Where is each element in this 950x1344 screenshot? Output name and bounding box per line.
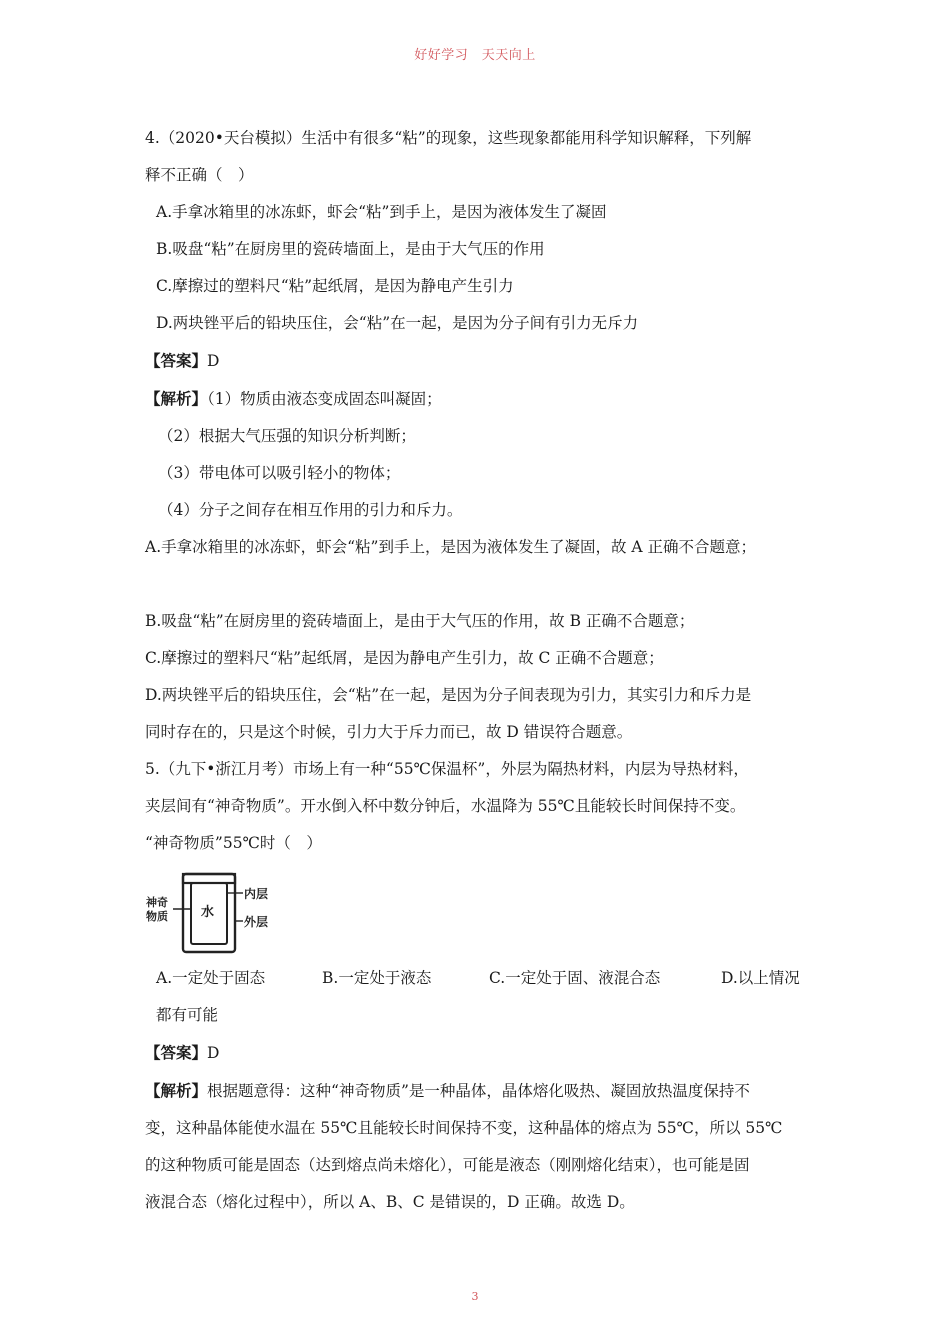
q4-analysis-first: （1）物质由液态变成固态叫凝固； [207,390,442,408]
page-number: 3 [471,1290,479,1303]
q4-analysis-label: 【解析】 [145,389,208,408]
q4-option-a: A.手拿冰箱里的冰冻虾，虾会“粘”到手上，是因为液体发生了凝固 [156,203,607,221]
q5-answer-value: D [207,1044,220,1062]
outer-layer-label: 外层 [244,915,269,929]
page-header: 好好学习 天天向上 [414,48,536,63]
q5-option-b: B.一定处于液态 [322,969,432,987]
q5-analysis-line1 [145,1072,810,1110]
q4-explain-a: A.手拿冰箱里的冰冻虾，虾会“粘”到手上，是因为液体发生了凝固，故 A 正确不合题意； [145,538,757,556]
q5-option-d: D.以上情况 [721,969,800,987]
water-label: 水 [201,905,215,920]
q5-option-d-continued: 都有可能 [156,1006,219,1024]
q4-analysis-point-3: （3）带电体可以吸引轻小的物体； [158,464,401,482]
q4-analysis [145,380,810,418]
q4-option-c: C.摩擦过的塑料尺“粘”起纸屑，是因为静电产生引力 [156,277,514,295]
blank-line [145,566,810,603]
q4-explain-d-line1: D.两块锉平后的铅块压住，会“粘”在一起，是因为分子间表现为引力，其实引力和斥力是 [145,686,752,704]
q4-answer [145,342,810,380]
q5-stem-line2: 夹层间有“神奇物质”。开水倒入杯中数分钟后，水温降为 55℃且能较长时间保持不变。 [145,797,746,815]
q5-analysis-line4: 液混合态（熔化过程中），所以 A、B、C 是错误的，D 正确。故选 D。 [145,1193,635,1211]
q5-stem-line3: “神奇物质”55℃时（ ） [145,834,322,852]
q4-analysis-point-2: （2）根据大气压强的知识分析判断； [158,427,416,445]
q4-explain-c: C.摩擦过的塑料尺“粘”起纸屑，是因为静电产生引力，故 C 正确不合题意； [145,649,664,667]
thermos-cup-diagram [145,866,285,960]
magic-substance-label-2: 物质 [146,910,168,923]
q5-analysis-line2: 变，这种晶体能使水温在 55℃且能较长时间保持不变，这种晶体的熔点为 55℃，所以 55℃ [145,1119,783,1137]
q4-stem-line2: 释不正确（ ） [145,166,254,184]
q4-explain-b: B.吸盘“粘”在厨房里的瓷砖墙面上，是由于大气压的作用，故 B 正确不合题意； [145,612,695,630]
page-content [145,120,810,1221]
magic-substance-label-1: 神奇 [146,896,168,909]
q5-answer [145,1034,810,1072]
q4-answer-label: 【答案】 [145,351,208,370]
q5-option-a: A.一定处于固态 [156,969,266,987]
q5-answer-label: 【答案】 [145,1043,208,1062]
q4-explain-d-line2: 同时存在的，只是这个时候，引力大于斥力而已，故 D 错误符合题意。 [145,723,633,741]
q5-analysis-label: 【解析】 [145,1081,208,1100]
q5-analysis-line3: 的这种物质可能是固态（达到熔点尚未熔化），可能是液态（刚刚熔化结束），也可能是固 [145,1156,750,1174]
q5-stem-line1: 5.（九下•浙江月考）市场上有一种“55℃保温杯”，外层为隔热材料，内层为导热材料， [145,760,749,778]
cup-lid-shape [183,874,235,883]
inner-layer-label: 内层 [244,887,269,901]
q5-options-row [145,960,810,997]
q4-stem-line1: 4.（2020•天台模拟）生活中有很多“粘”的现象，这些现象都能用科学知识解释，下列解 [145,129,752,147]
thermos-cup-figure [145,866,810,960]
q5-option-c: C.一定处于固、液混合态 [489,969,661,987]
q4-analysis-point-4: （4）分子之间存在相互作用的引力和斥力。 [158,501,463,519]
q4-answer-value: D [207,352,220,370]
q4-option-b: B.吸盘“粘”在厨房里的瓷砖墙面上，是由于大气压的作用 [156,240,545,258]
q4-option-d: D.两块锉平后的铅块压住，会“粘”在一起，是因为分子间有引力无斥力 [156,314,639,332]
q5-analysis-text1: 根据题意得：这种“神奇物质”是一种晶体，晶体熔化吸热、凝固放热温度保持不 [207,1082,750,1100]
